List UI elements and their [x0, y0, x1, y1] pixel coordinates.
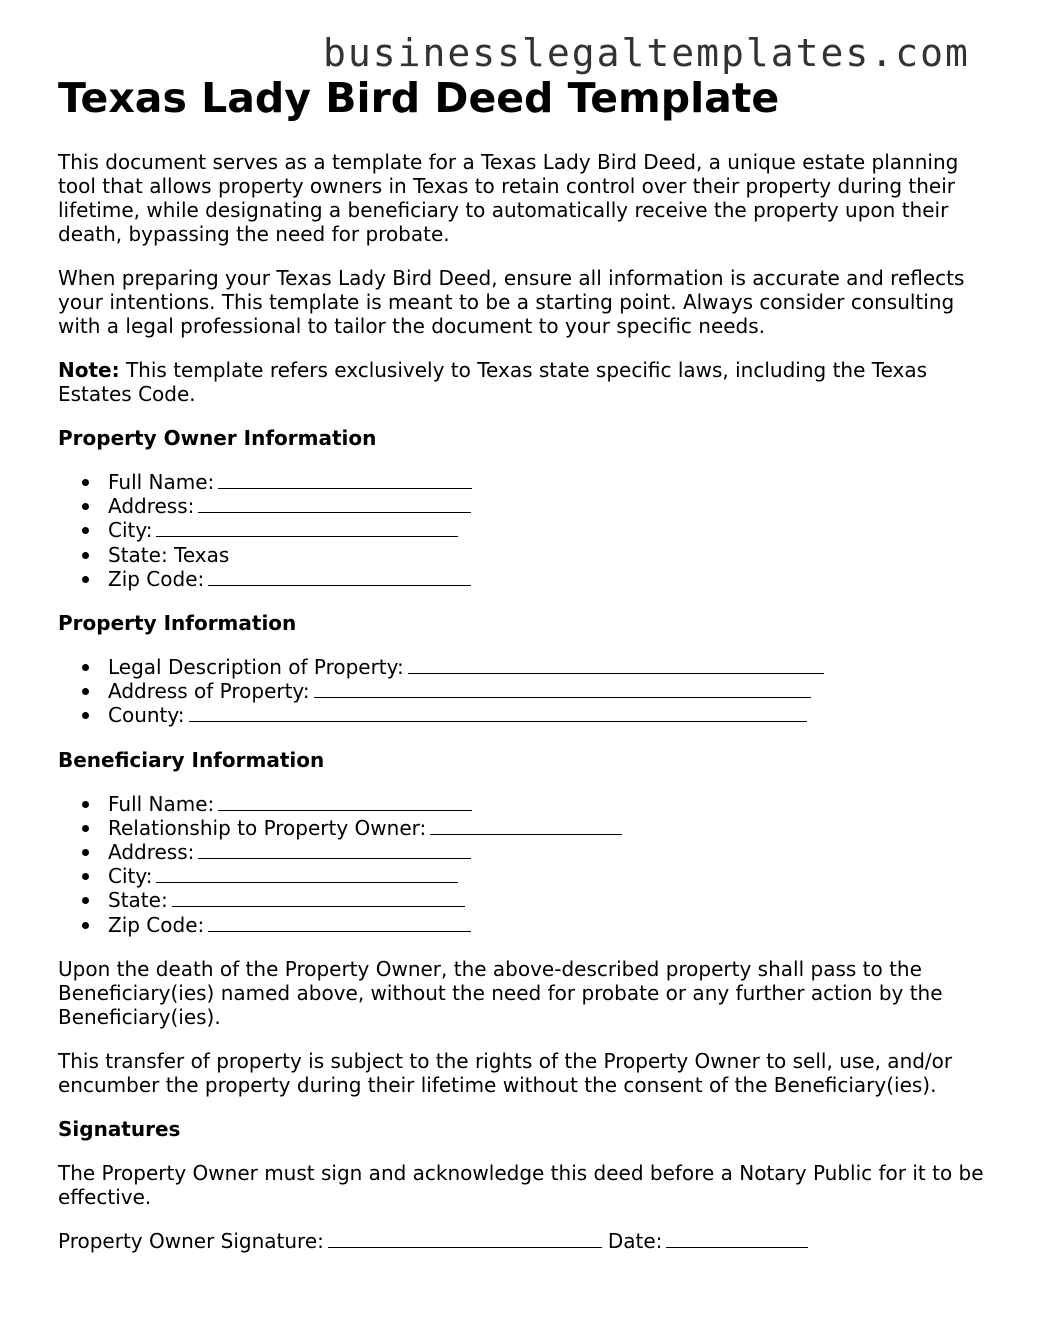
- property-county-blank[interactable]: [189, 703, 807, 722]
- owner-full-name-blank[interactable]: [218, 470, 472, 489]
- owner-section-heading: Property Owner Information: [58, 426, 377, 450]
- transfer-death-paragraph: Upon the death of the Property Owner, the above-described property shall pass to the Beneficiary(ies) named above, without the need for probate or any further action by the Beneficiary(ies).: [58, 956, 943, 1029]
- property-address-blank[interactable]: [314, 679, 811, 698]
- signature-blank[interactable]: [328, 1229, 602, 1248]
- owner-state-field: State: Texas: [108, 543, 988, 567]
- document-title: Texas Lady Bird Deed Template: [58, 74, 780, 122]
- beneficiary-state-field: State:: [108, 888, 988, 912]
- preparing-paragraph: When preparing your Texas Lady Bird Deed, ensure all information is accurate and reflects your intentions. This template is meant to be a starting point. Always consider consulting with a legal professional to tailor the document to your specific needs.: [58, 266, 965, 338]
- beneficiary-full-name-field: Full Name:: [108, 792, 988, 816]
- note-paragraph: [58, 358, 988, 406]
- beneficiary-section-heading: Beneficiary Information: [58, 747, 325, 772]
- beneficiary-address-field: Address:: [108, 840, 988, 864]
- owner-city-blank[interactable]: [156, 518, 458, 537]
- date-label: Date:: [607, 1228, 663, 1253]
- property-address-field: Address of Property:: [108, 679, 988, 703]
- beneficiary-city-blank[interactable]: [156, 864, 458, 883]
- owner-zip-blank[interactable]: [208, 567, 471, 586]
- beneficiary-relationship-blank[interactable]: [430, 816, 622, 835]
- intro-paragraph: This document serves as a template for a Texas Lady Bird Deed, a unique estate planning tool that allows property owners in Texas to retain control over their property during their lifetime, while designating a beneficiary to automatically receive the property upon their death, bypassing the need for probate.: [58, 150, 959, 246]
- date-blank[interactable]: [666, 1229, 808, 1248]
- document-body: [58, 72, 988, 1253]
- signatures-paragraph: The Property Owner must sign and acknowledge this deed before a Notary Public for it to be effective.: [58, 1160, 984, 1209]
- property-county-field: County:: [108, 703, 988, 727]
- site-watermark: businesslegaltemplates.com: [323, 31, 970, 75]
- owner-address-field: Address:: [108, 494, 988, 518]
- beneficiary-relationship-field: Relationship to Property Owner:: [108, 816, 988, 840]
- note-label: Note:: [58, 358, 120, 382]
- beneficiary-state-blank[interactable]: [172, 888, 465, 907]
- beneficiary-zip-blank[interactable]: [208, 913, 471, 932]
- beneficiary-zip-field: Zip Code:: [108, 913, 988, 937]
- property-section-heading: Property Information: [58, 611, 297, 636]
- property-legal-description-blank[interactable]: [408, 655, 824, 674]
- beneficiary-address-blank[interactable]: [198, 840, 471, 859]
- owner-field-list: [58, 470, 988, 591]
- owner-address-blank[interactable]: [198, 494, 471, 513]
- owner-city-field: City:: [108, 518, 988, 542]
- property-legal-description-field: Legal Description of Property:: [108, 655, 988, 679]
- owner-full-name-field: Full Name:: [108, 470, 988, 494]
- beneficiary-city-field: City:: [108, 864, 988, 888]
- signature-label: Property Owner Signature:: [58, 1228, 324, 1253]
- property-field-list: [58, 655, 988, 728]
- signature-line: [58, 1229, 988, 1253]
- beneficiary-field-list: [58, 792, 988, 937]
- owner-zip-field: Zip Code:: [108, 567, 988, 591]
- transfer-rights-paragraph: This transfer of property is subject to the rights of the Property Owner to sell, use, and/or encumber the property during their lifetime without the consent of the Beneficiary(ies).: [58, 1048, 953, 1097]
- signatures-section-heading: Signatures: [58, 1116, 181, 1141]
- note-text: This template refers exclusively to Texas state specific laws, including the Texas Estates Code.: [58, 358, 928, 406]
- beneficiary-full-name-blank[interactable]: [218, 792, 472, 811]
